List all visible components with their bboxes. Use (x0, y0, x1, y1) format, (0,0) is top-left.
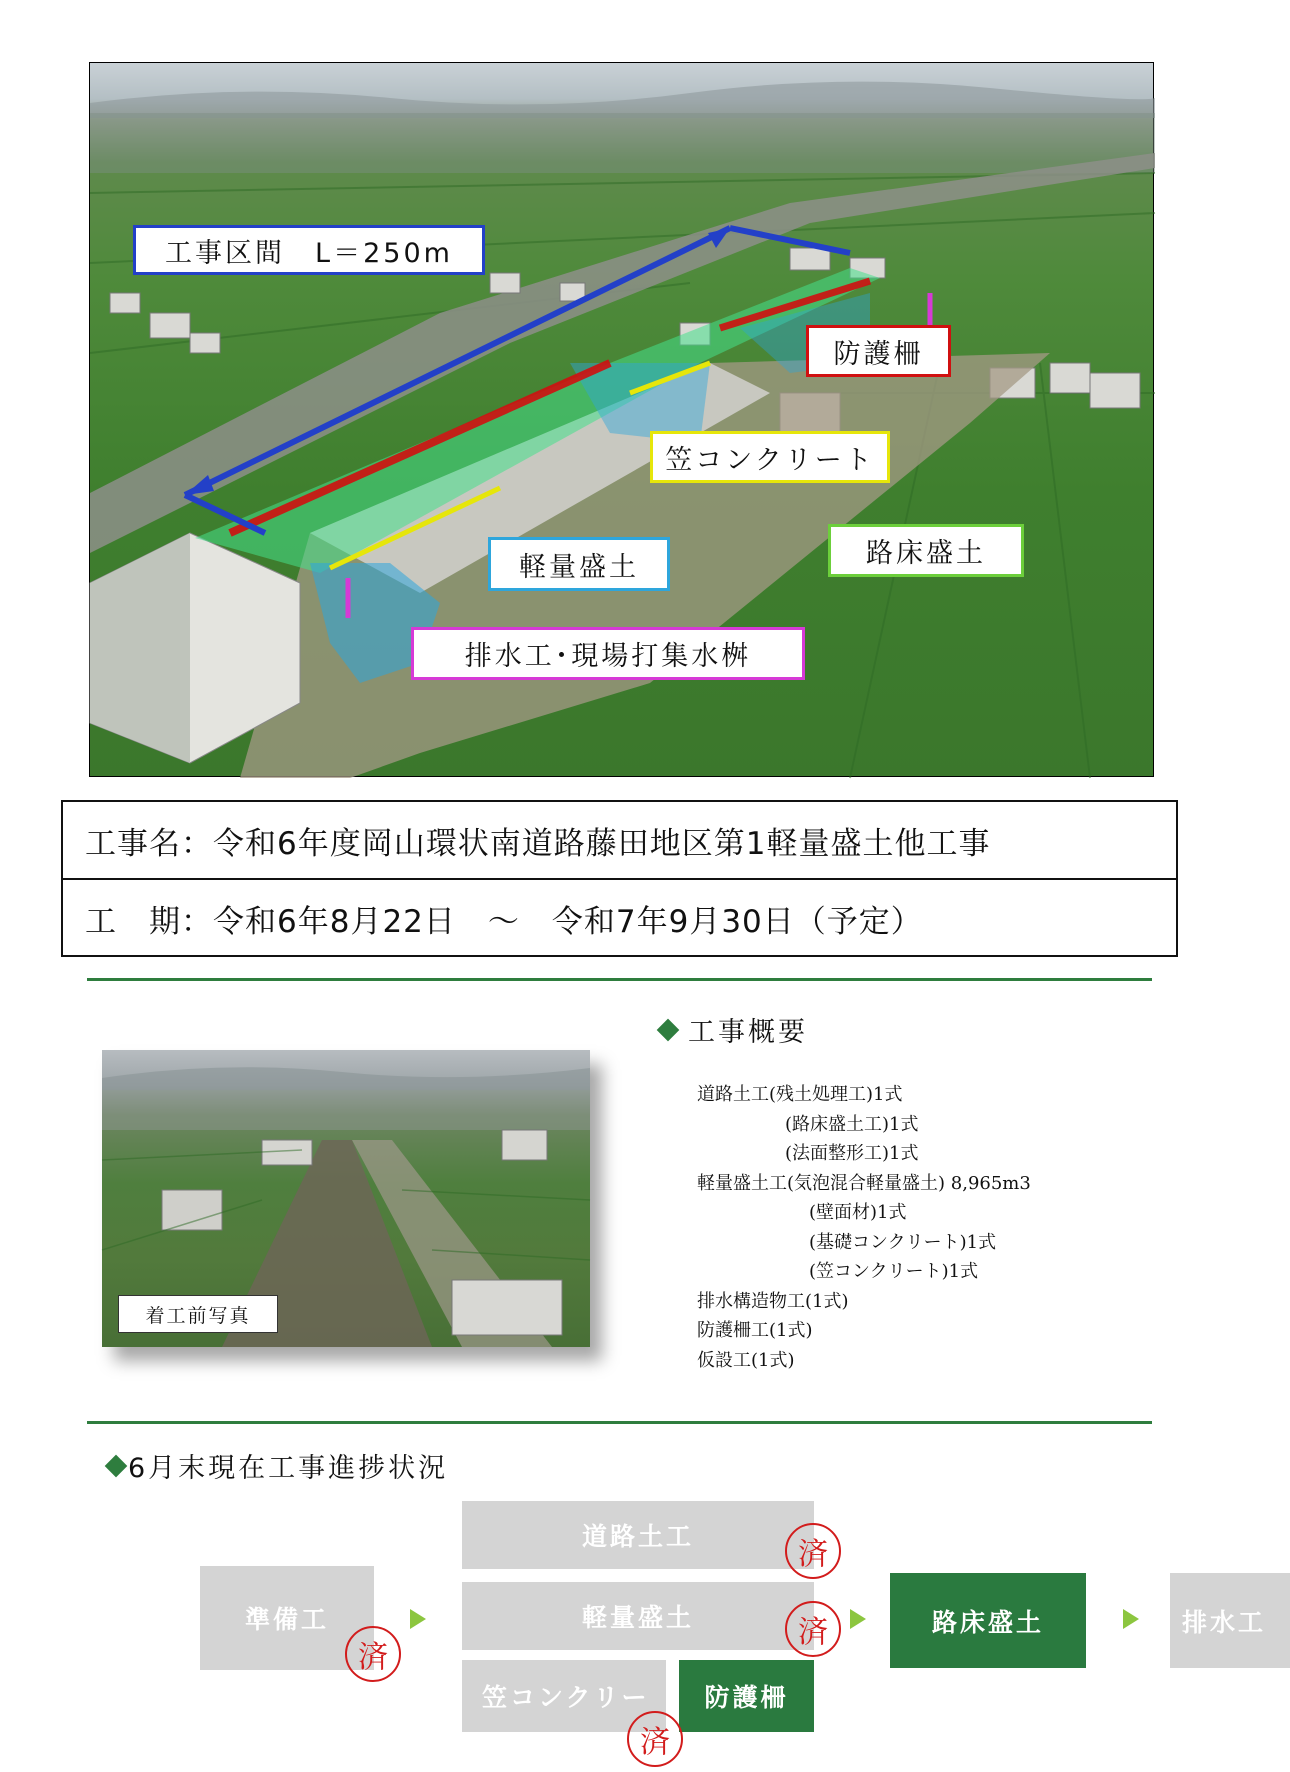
callout-drainage: 排水工･現場打集水桝 (411, 627, 805, 680)
aerial-photo (89, 62, 1154, 777)
list-item: 防護柵工(1式) (697, 1320, 813, 1341)
pre-construction-photo (102, 1050, 590, 1347)
callout-roadbed: 路床盛土 (828, 524, 1024, 577)
step-roadbed: 路床盛土 (890, 1573, 1086, 1668)
completed-stamp-icon: 済 (627, 1711, 683, 1767)
list-item: (基礎コンクリート)1式 (809, 1231, 997, 1253)
list-item: (壁面材)1式 (809, 1202, 907, 1223)
list-item: 仮設工(1式) (697, 1349, 795, 1371)
callout-kasa-concrete: 笠コンクリート (650, 431, 890, 483)
list-item: 道路土工(残土処理工)1式 (697, 1084, 903, 1105)
step-drainage: 排水工 (1170, 1573, 1290, 1668)
step-guardrail: 防護柵 (679, 1660, 814, 1732)
diamond-bullet-icon (105, 1454, 128, 1477)
overview-list (697, 1080, 1157, 1375)
step-kasa-concrete: 笠コンクリー (462, 1660, 666, 1732)
overview-heading: 工事概要 (652, 1010, 808, 1049)
callout-lightweight-fill: 軽量盛土 (488, 537, 670, 591)
pre-photo-label: 着工前写真 (118, 1295, 278, 1333)
callout-section: 工事区間 L＝250m (133, 225, 485, 275)
section-divider (87, 978, 1152, 981)
list-item: (笠コンクリート)1式 (809, 1261, 979, 1282)
project-info-box (61, 800, 1178, 957)
list-item: 排水構造物工(1式) (697, 1290, 849, 1312)
section-divider (87, 1421, 1152, 1424)
completed-stamp-icon: 済 (785, 1523, 841, 1579)
diamond-bullet-icon (657, 1018, 680, 1041)
project-name: 工事名：令和6年度岡山環状南道路藤田地区第1軽量盛土他工事 (63, 802, 1176, 880)
step-preparation: 準備工 (200, 1566, 374, 1670)
callout-guardrail: 防護柵 (806, 325, 951, 377)
arrow-right-icon (1123, 1609, 1139, 1629)
completed-stamp-icon: 済 (345, 1626, 401, 1682)
project-period: 工 期：令和6年8月22日 ～ 令和7年9月30日（予定） (85, 904, 923, 940)
step-road-earthwork: 道路土工 (462, 1501, 814, 1569)
list-item: (路床盛土工)1式 (785, 1113, 919, 1135)
list-item: (法面整形工)1式 (785, 1143, 919, 1164)
progress-heading: 6月末現在工事進捗状況 (96, 1446, 448, 1485)
list-item: 軽量盛土工(気泡混合軽量盛土) 8,965m3 (697, 1172, 1031, 1194)
arrow-right-icon (410, 1609, 426, 1629)
arrow-right-icon (850, 1609, 866, 1629)
completed-stamp-icon: 済 (785, 1601, 841, 1657)
step-lightweight-fill: 軽量盛土 (462, 1582, 814, 1650)
